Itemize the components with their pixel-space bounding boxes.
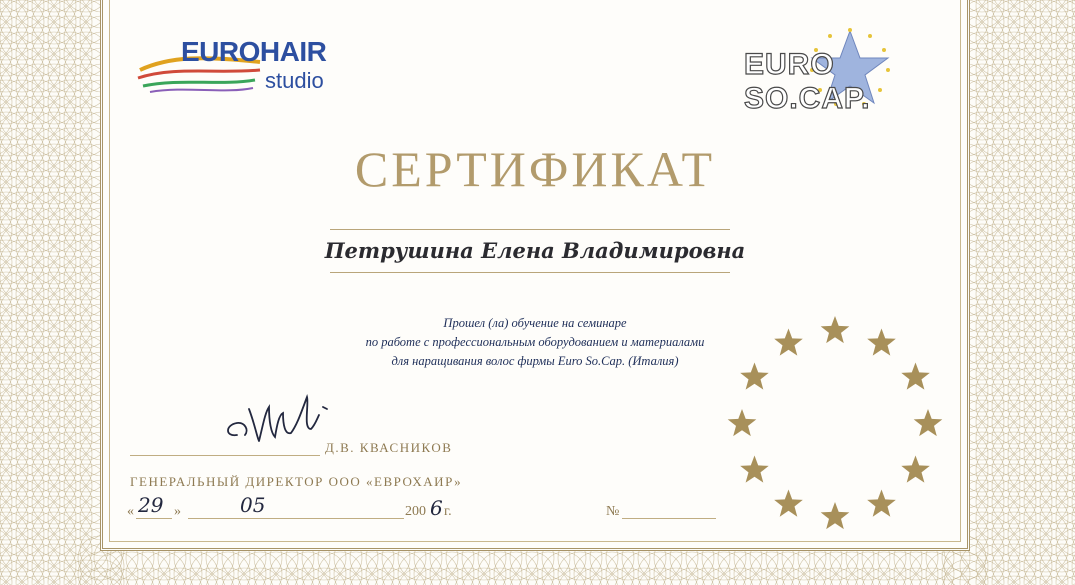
star-icon [728, 409, 757, 436]
signature-rule [130, 455, 320, 456]
body-line-2: по работе с профессиональным оборудованием и материалами [365, 335, 705, 349]
date-close-quote: » [174, 504, 181, 519]
star-icon [867, 329, 896, 356]
logo-left-line1: EUROHAIR [181, 36, 327, 67]
date-open-quote: « [127, 504, 134, 519]
number-rule [622, 518, 716, 519]
star-icon [914, 409, 943, 436]
name-rule-bottom [330, 272, 730, 273]
signatory-position: ГЕНЕРАЛЬНЫЙ ДИРЕКТОР ООО «ЕВРОХАИР» [130, 474, 463, 489]
logo-right-wordmark: EURO SO.CAP. [744, 48, 871, 115]
date-year-suffix: 6 [430, 496, 443, 520]
eu-star-ring [720, 312, 950, 542]
star-icon [901, 363, 930, 390]
name-rule-top [330, 229, 730, 230]
eurohair-studio-logo [135, 36, 335, 98]
date-month-rule [188, 518, 404, 519]
star-icon [740, 363, 769, 390]
certificate-body [320, 314, 750, 371]
number-label: № [606, 504, 620, 519]
date-day: 29 [138, 493, 164, 517]
body-line-1: Прошел (ла) обучение на семинаре [443, 316, 627, 330]
logo-left-line2: studio [265, 68, 324, 93]
date-month: 05 [240, 493, 266, 517]
body-line-3: для наращивания волос фирмы Euro So.Cap. (Италия) [391, 354, 679, 368]
date-year-mark: г. [444, 504, 452, 519]
star-icon [867, 490, 896, 517]
star-icon [774, 329, 803, 356]
star-icon [821, 502, 850, 529]
star-icon [901, 456, 930, 483]
date-day-rule [136, 518, 172, 519]
star-icon [740, 456, 769, 483]
star-icon [774, 490, 803, 517]
recipient-name: Петрушина Елена Владимировна [324, 238, 746, 263]
euro-socap-logo [740, 28, 950, 115]
date-year-prefix: 200 [405, 504, 426, 519]
star-icon [821, 316, 850, 343]
certificate-title: СЕРТИФИКАТ [354, 141, 716, 197]
signatory-name: Д.В. КВАСНИКОВ [325, 440, 453, 455]
